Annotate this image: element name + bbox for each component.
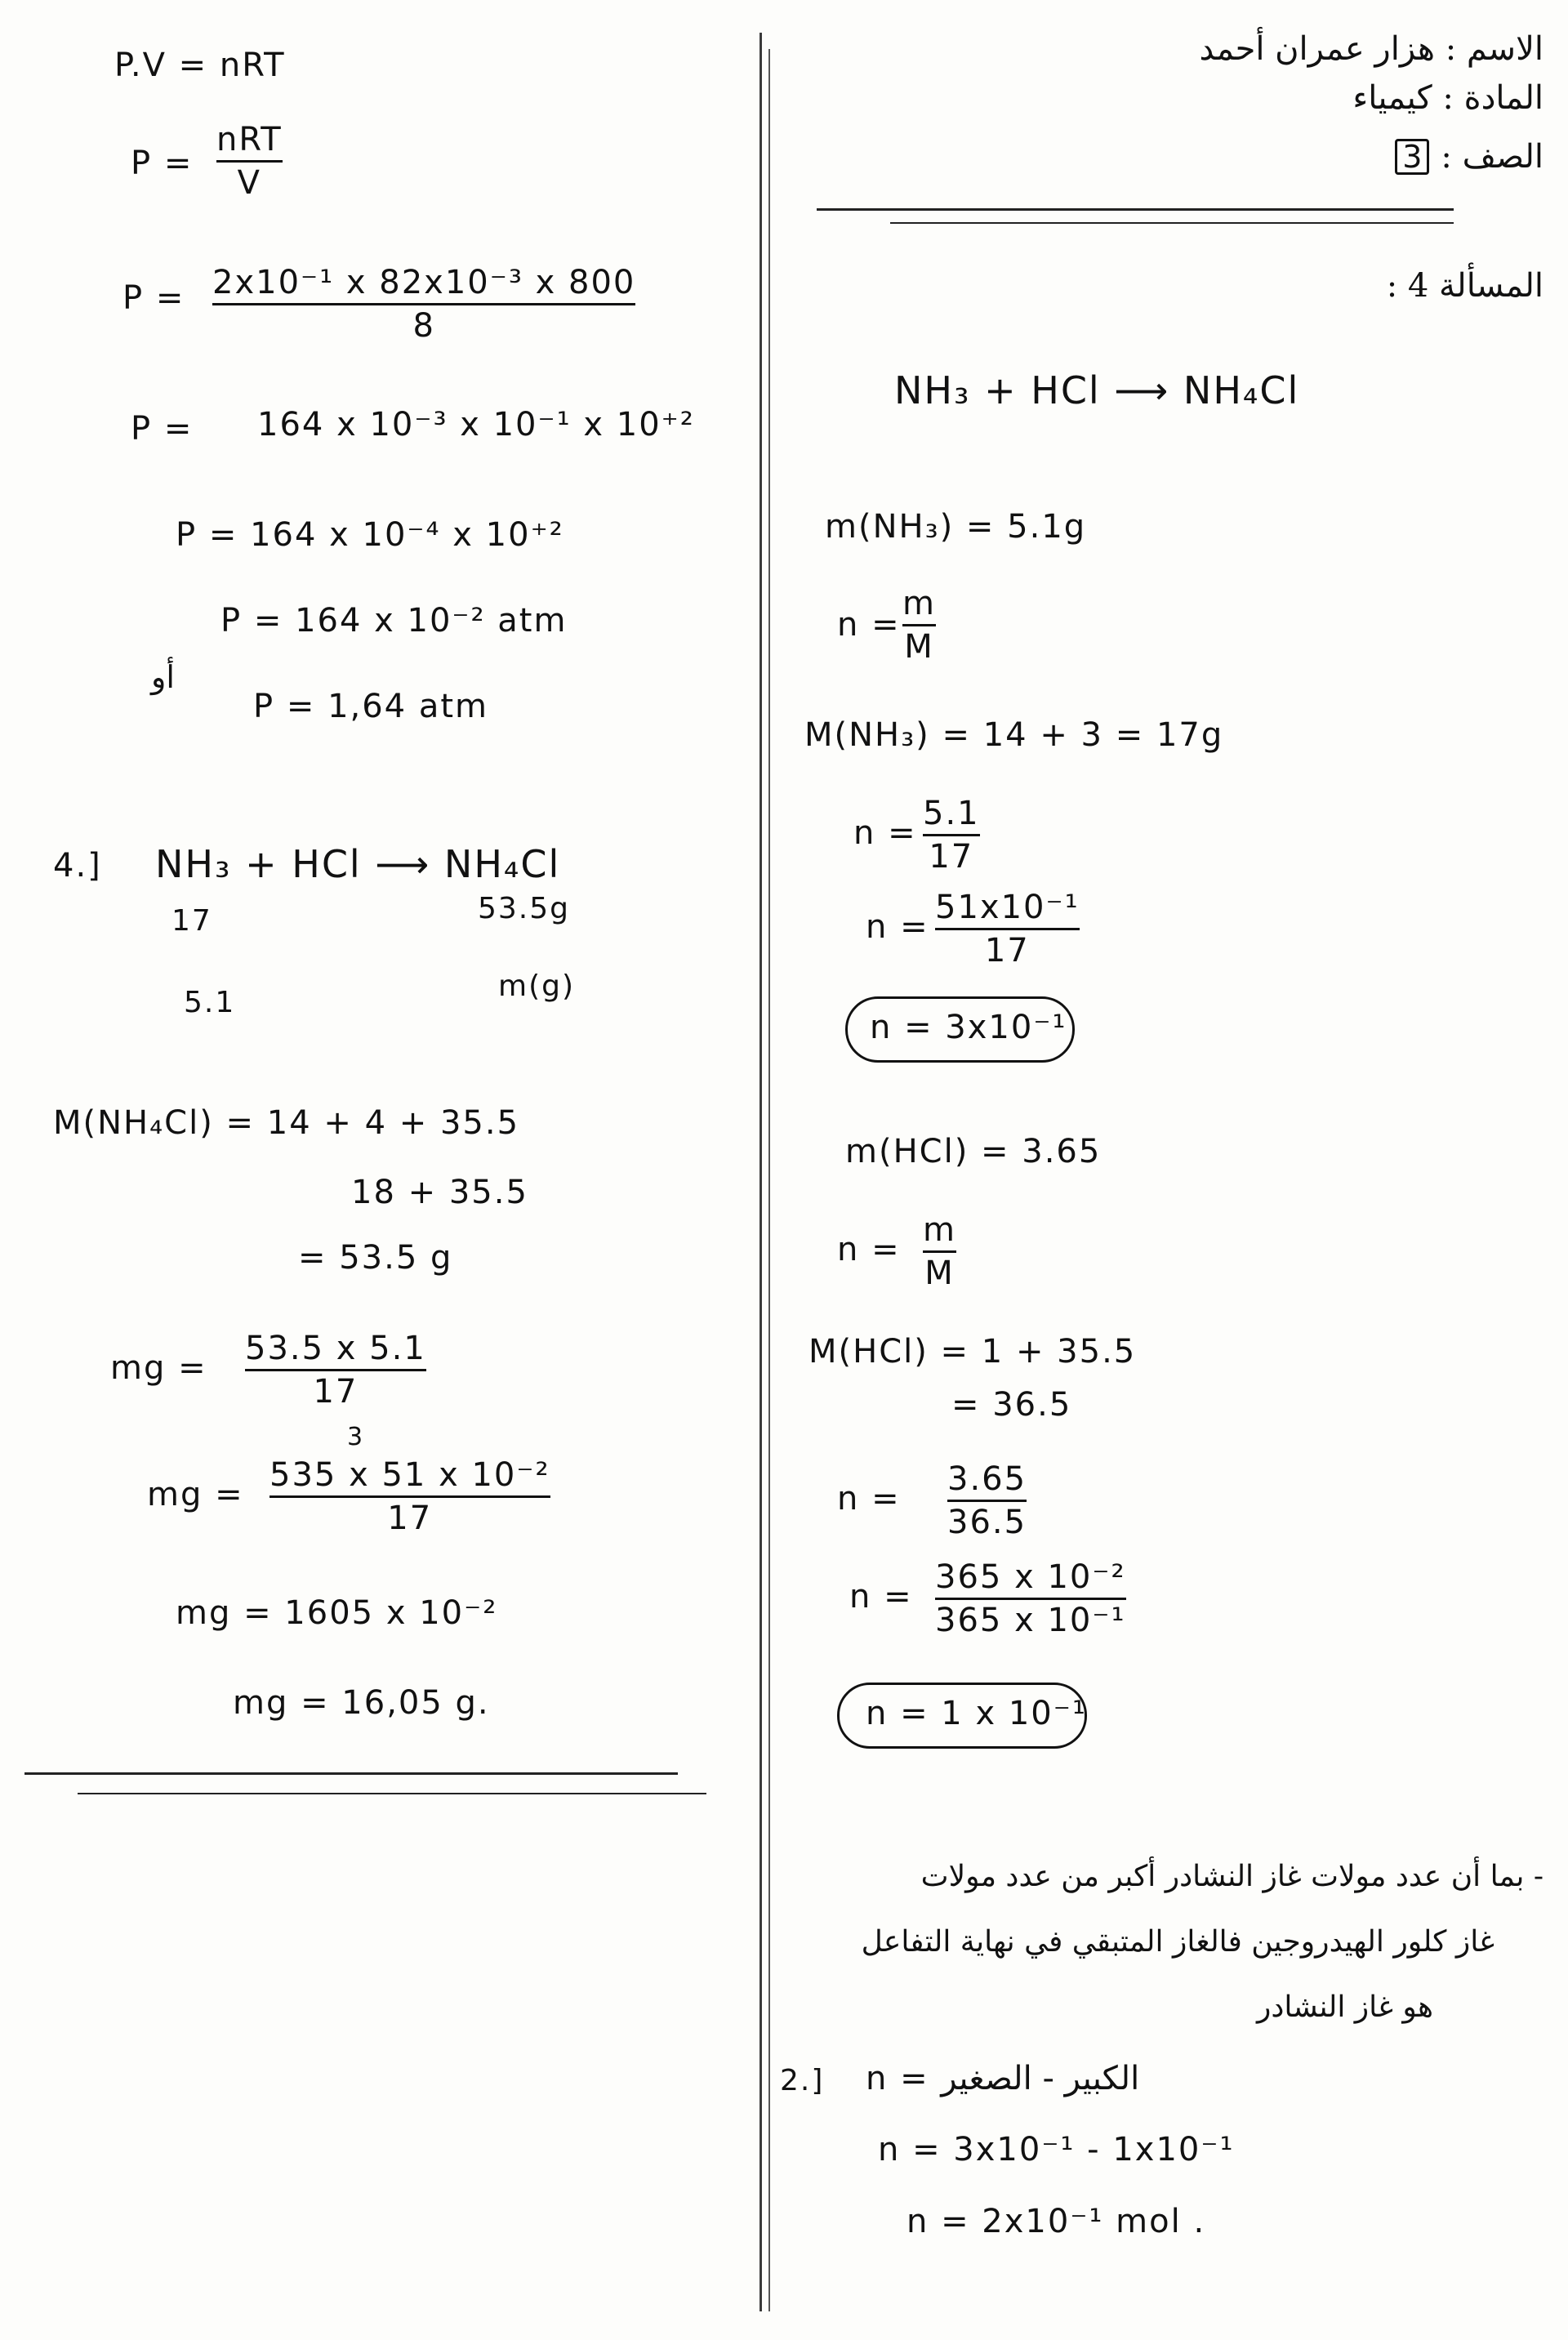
p3-rhs: 164 x 10⁻³ x 10⁻¹ x 10⁺²: [257, 406, 695, 443]
mg3: mg = 1605 x 10⁻²: [176, 1594, 498, 1632]
column-divider: [760, 33, 762, 2311]
right-reaction: NH₃ + HCl ⟶ NH₄Cl: [894, 368, 1300, 412]
conclusion-line-1: - بما أن عدد مولات غاز النشادر أكبر من عدد مولات: [920, 1860, 1544, 1893]
n2-num: 51x10⁻¹: [935, 889, 1080, 926]
p-eq-den: V: [237, 164, 262, 202]
n6-fraction: [935, 1560, 1126, 1638]
p5: P = 164 x 10⁻² atm: [220, 602, 568, 640]
under-nh4cl: 53.5g: [478, 892, 571, 925]
n-fraction: [902, 586, 936, 664]
subject-line: المادة : كيمياء: [1352, 79, 1544, 117]
mg1-lhs: mg =: [110, 1349, 207, 1387]
mass-unknown: m(g): [498, 969, 576, 1003]
n1-num: 5.1: [923, 795, 980, 832]
mg2-den: 17: [387, 1500, 433, 1537]
n1-den: 17: [929, 838, 974, 876]
molar-mass-line-2: 18 + 35.5: [351, 1174, 528, 1211]
question-label: المسألة 4 :: [1386, 267, 1544, 305]
n1-lhs: n =: [853, 814, 917, 852]
q2-line-1: n = الكبير - الصغير: [866, 2060, 1140, 2097]
mg1-num: 53.5 x 5.1: [245, 1330, 426, 1367]
p2-lhs: P =: [122, 279, 185, 317]
conclusion-line-2: غاز كلور الهيدروجين فالغاز المتبقي في نهاية التفاعل: [861, 1925, 1494, 1959]
molar-mass-hcl-2: = 36.5: [951, 1386, 1072, 1424]
grade-line: [1395, 139, 1544, 175]
m-nh3: m(NH₃) = 5.1g: [825, 508, 1087, 546]
n-fraction-num: m: [902, 585, 936, 622]
n7-result: n = 1 x 10⁻¹: [866, 1695, 1087, 1732]
q2-label: 2.]: [780, 2064, 825, 2097]
ideal-gas-law: P.V = nRT: [114, 47, 286, 84]
n2-den: 17: [984, 932, 1030, 969]
p-eq-lhs: P =: [131, 145, 194, 182]
molar-mass-line-1: M(NH₄Cl) = 14 + 4 + 35.5: [53, 1104, 520, 1142]
p6: P = 1,64 atm: [253, 688, 489, 725]
grade-value: 3: [1395, 139, 1429, 175]
n5-lhs: n =: [837, 1480, 901, 1518]
left-reaction: NH₃ + HCl ⟶ NH₄Cl: [155, 842, 561, 886]
q41-label: 4.]: [53, 847, 102, 885]
p3-lhs: P =: [131, 410, 194, 448]
n4-num: m: [923, 1211, 956, 1249]
p2-fraction: [212, 265, 635, 343]
p2-num: 2x10⁻¹ x 82x10⁻³ x 800: [212, 264, 636, 301]
mg2-cancel-top: 3: [347, 1423, 365, 1451]
n5-den: 36.5: [947, 1504, 1027, 1541]
grade-label: الصف :: [1441, 138, 1544, 176]
p2-den: 8: [412, 307, 435, 345]
mg1-den: 17: [313, 1373, 359, 1411]
under-nh3: 17: [172, 904, 212, 938]
n-fraction-den: M: [904, 628, 934, 666]
p4: P = 164 x 10⁻⁴ x 10⁺²: [176, 516, 564, 554]
molar-mass-nh3: M(NH₃) = 14 + 3 = 17g: [804, 716, 1224, 754]
n4-den: M: [924, 1255, 955, 1292]
header-rule-2: [890, 222, 1454, 224]
conclusion-line-3: هو غاز النشادر: [1257, 1990, 1433, 2024]
mg4: mg = 16,05 g.: [233, 1684, 490, 1722]
q2-line-3: n = 2x10⁻¹ mol .: [906, 2203, 1206, 2240]
mass-nh3: 5.1: [184, 986, 236, 1019]
n4-lhs: n =: [837, 1231, 901, 1268]
mg2-num: 535 x 51 x 10⁻²: [270, 1456, 550, 1494]
header-rule-1: [817, 208, 1454, 211]
n-lhs: n =: [837, 606, 901, 644]
column-divider-double: [768, 49, 770, 2311]
student-name-line: الاسم : هزار عمران أحمد: [1199, 30, 1544, 68]
mg2-lhs: mg =: [147, 1476, 244, 1513]
n4-fraction: [923, 1213, 956, 1290]
n3-result: n = 3x10⁻¹: [870, 1009, 1067, 1046]
n6-lhs: n =: [849, 1578, 913, 1616]
n2-lhs: n =: [866, 908, 929, 946]
mg2-fraction: [270, 1458, 550, 1535]
or-word: أو: [151, 659, 175, 695]
p-eq-fraction: [216, 123, 283, 200]
n5-fraction: [947, 1462, 1027, 1540]
n5-num: 3.65: [947, 1460, 1027, 1498]
molar-mass-hcl-1: M(HCl) = 1 + 35.5: [808, 1333, 1137, 1371]
left-end-rule-1: [24, 1772, 678, 1775]
mg1-fraction: [245, 1331, 426, 1409]
q2-line-2: n = 3x10⁻¹ - 1x10⁻¹: [878, 2131, 1235, 2168]
n2-fraction: [935, 890, 1080, 968]
n6-num: 365 x 10⁻²: [935, 1558, 1126, 1596]
m-hcl: m(HCl) = 3.65: [845, 1133, 1102, 1170]
n6-den: 365 x 10⁻¹: [935, 1602, 1126, 1639]
molar-mass-line-3: = 53.5 g: [298, 1239, 453, 1277]
p-eq-num: nRT: [216, 121, 283, 158]
n1-fraction: [923, 796, 980, 874]
left-end-rule-2: [78, 1793, 706, 1794]
